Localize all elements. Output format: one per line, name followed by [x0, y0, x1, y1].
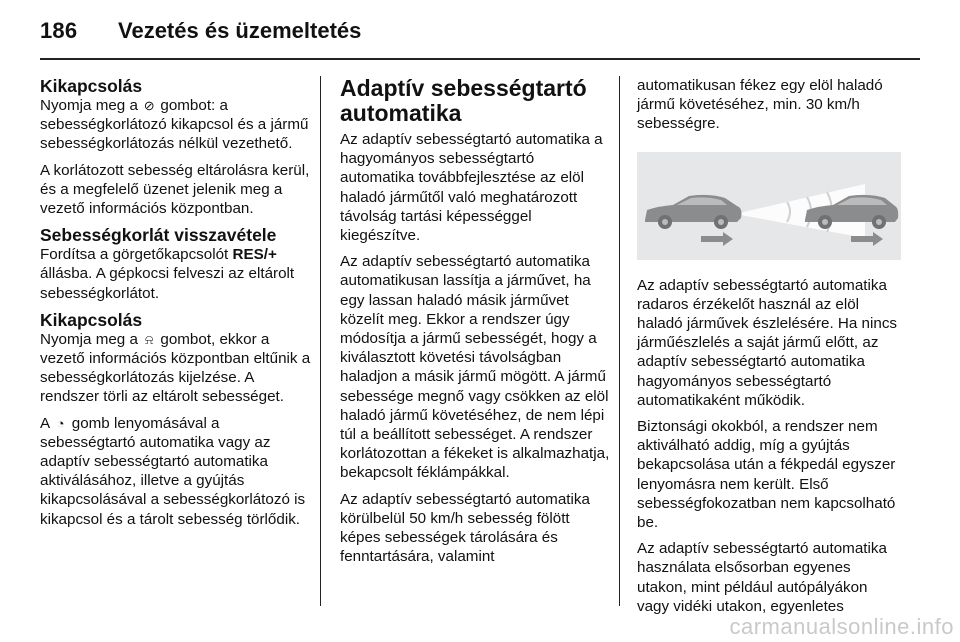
- text-run: gombot, ekkor a vezető információs központban eltűnik a sebességkorlátozás kijelzése. A rendszer törli az eltárolt sebességet.: [40, 330, 311, 406]
- section-heading-kikapcsolas-2: Kikapcsolás: [40, 309, 143, 330]
- watermark: carmanualsonline.info: [729, 614, 954, 639]
- text-run: A: [40, 414, 50, 432]
- paragraph: [40, 96, 312, 154]
- paragraph: [40, 414, 312, 529]
- paragraph: Az adaptív sebességtartó automatika radaros érzékelőt használ az elöl haladó járművek észlelésére. Ha nincs járműészlelés a saját jármű előtt, az adaptív sebességtartó automatika hagyományos sebességtartó automatikaként működik.: [637, 276, 898, 409]
- paragraph: Az adaptív sebességtartó automatika körülbelül 50 km/h sebesség fölött képes sebességek tárolására és fenntartására, valamint: [340, 490, 590, 566]
- column-3: [637, 76, 901, 623]
- speed-limiter-icon: ◔: [56, 415, 65, 431]
- paragraph: automatikusan fékez egy elöl haladó jármű követéséhez, min. 30 km/h sebességre.: [637, 77, 883, 133]
- radar-illustration-svg: [637, 152, 901, 260]
- text-run: gomb lenyomásával a sebességtartó automatika vagy az adaptív sebességtartó automatika aktiválásához, illetve a gyújtás kikapcsolásával a sebességkorlátozó is kikapcsol és a tárolt sebesség törlődik.: [40, 414, 306, 528]
- text-run: Nyomja meg a: [40, 97, 138, 114]
- radar-illustration: [637, 152, 901, 260]
- cancel-icon: ⍾: [144, 331, 154, 347]
- section-heading-sebessegkorlat: Sebességkorlát visszavétele: [40, 225, 277, 246]
- column-2: [340, 76, 610, 573]
- column-1: [40, 76, 312, 536]
- direction-arrow-icon: [701, 232, 733, 246]
- section-heading-kikapcsolas-1: Kikapcsolás: [40, 76, 143, 96]
- res-label: RES/+: [232, 246, 277, 264]
- paragraph: A korlátozott sebesség eltárolásra kerül, és a megfelelő üzenet jelenik meg a vezető információs központban.: [40, 161, 310, 218]
- page-header: [40, 0, 920, 60]
- chapter-title: Vezetés és üzemeltetés: [118, 18, 362, 43]
- text-run: Fordítsa a görgetőkapcsolót: [40, 246, 229, 264]
- text-run: gombot: a sebességkorlátozó kikapcsol és a jármű sebességkorlátozás nélkül vezethető.: [40, 97, 309, 153]
- section-title-adaptive-cruise: Adaptív sebességtartó automatika: [340, 75, 587, 126]
- text-run: állásba. A gépkocsi felveszi az eltárolt sebességkorlátot.: [40, 265, 295, 302]
- header-rule: [40, 58, 920, 60]
- column-divider-1: [320, 76, 321, 606]
- paragraph: [40, 245, 312, 303]
- speed-limiter-off-icon: ⊘: [143, 98, 155, 113]
- own-car-icon: [645, 194, 742, 228]
- paragraph: Az adaptív sebességtartó automatika használata elsősorban egyenes utakon, mint például autópályákon vagy vidéki utakon, egyenletes: [637, 540, 887, 615]
- page-number: 186: [40, 18, 78, 43]
- paragraph: [40, 330, 312, 407]
- paragraph: Biztonsági okokból, a rendszer nem aktiválható addig, míg a gyújtás bekapcsolása után a fékpedál egyszer lenyomásra nem került. Első sebességfokozatban nem kapcsolható be.: [637, 418, 896, 532]
- text-run: Nyomja meg a: [40, 330, 138, 348]
- paragraph: Az adaptív sebességtartó automatika a hagyományos sebességtartó automatika továbbfejlesztése az elöl haladó járműtől való meghatározott távolság tartási képességgel kiegészítve.: [340, 131, 603, 245]
- paragraph: Az adaptív sebességtartó automatika automatikusan lassítja a járművet, ha egy lassan haladó másik járművet közelít meg. Ekkor a rendszer úgy módosítja a jármű sebességét, hogy a kiválasztott követési távolságban haladjon a másik jármű mögött. A jármű sebessége megnő vagy csökken az elöl haladó jármű követéséhez, de nem lépi túl a beállított sebességet. A rendszer korlátozottan a fékeket is alkalmazhatja, bekapcsolt féklámpákkal.: [340, 253, 610, 482]
- column-divider-2: [619, 76, 620, 606]
